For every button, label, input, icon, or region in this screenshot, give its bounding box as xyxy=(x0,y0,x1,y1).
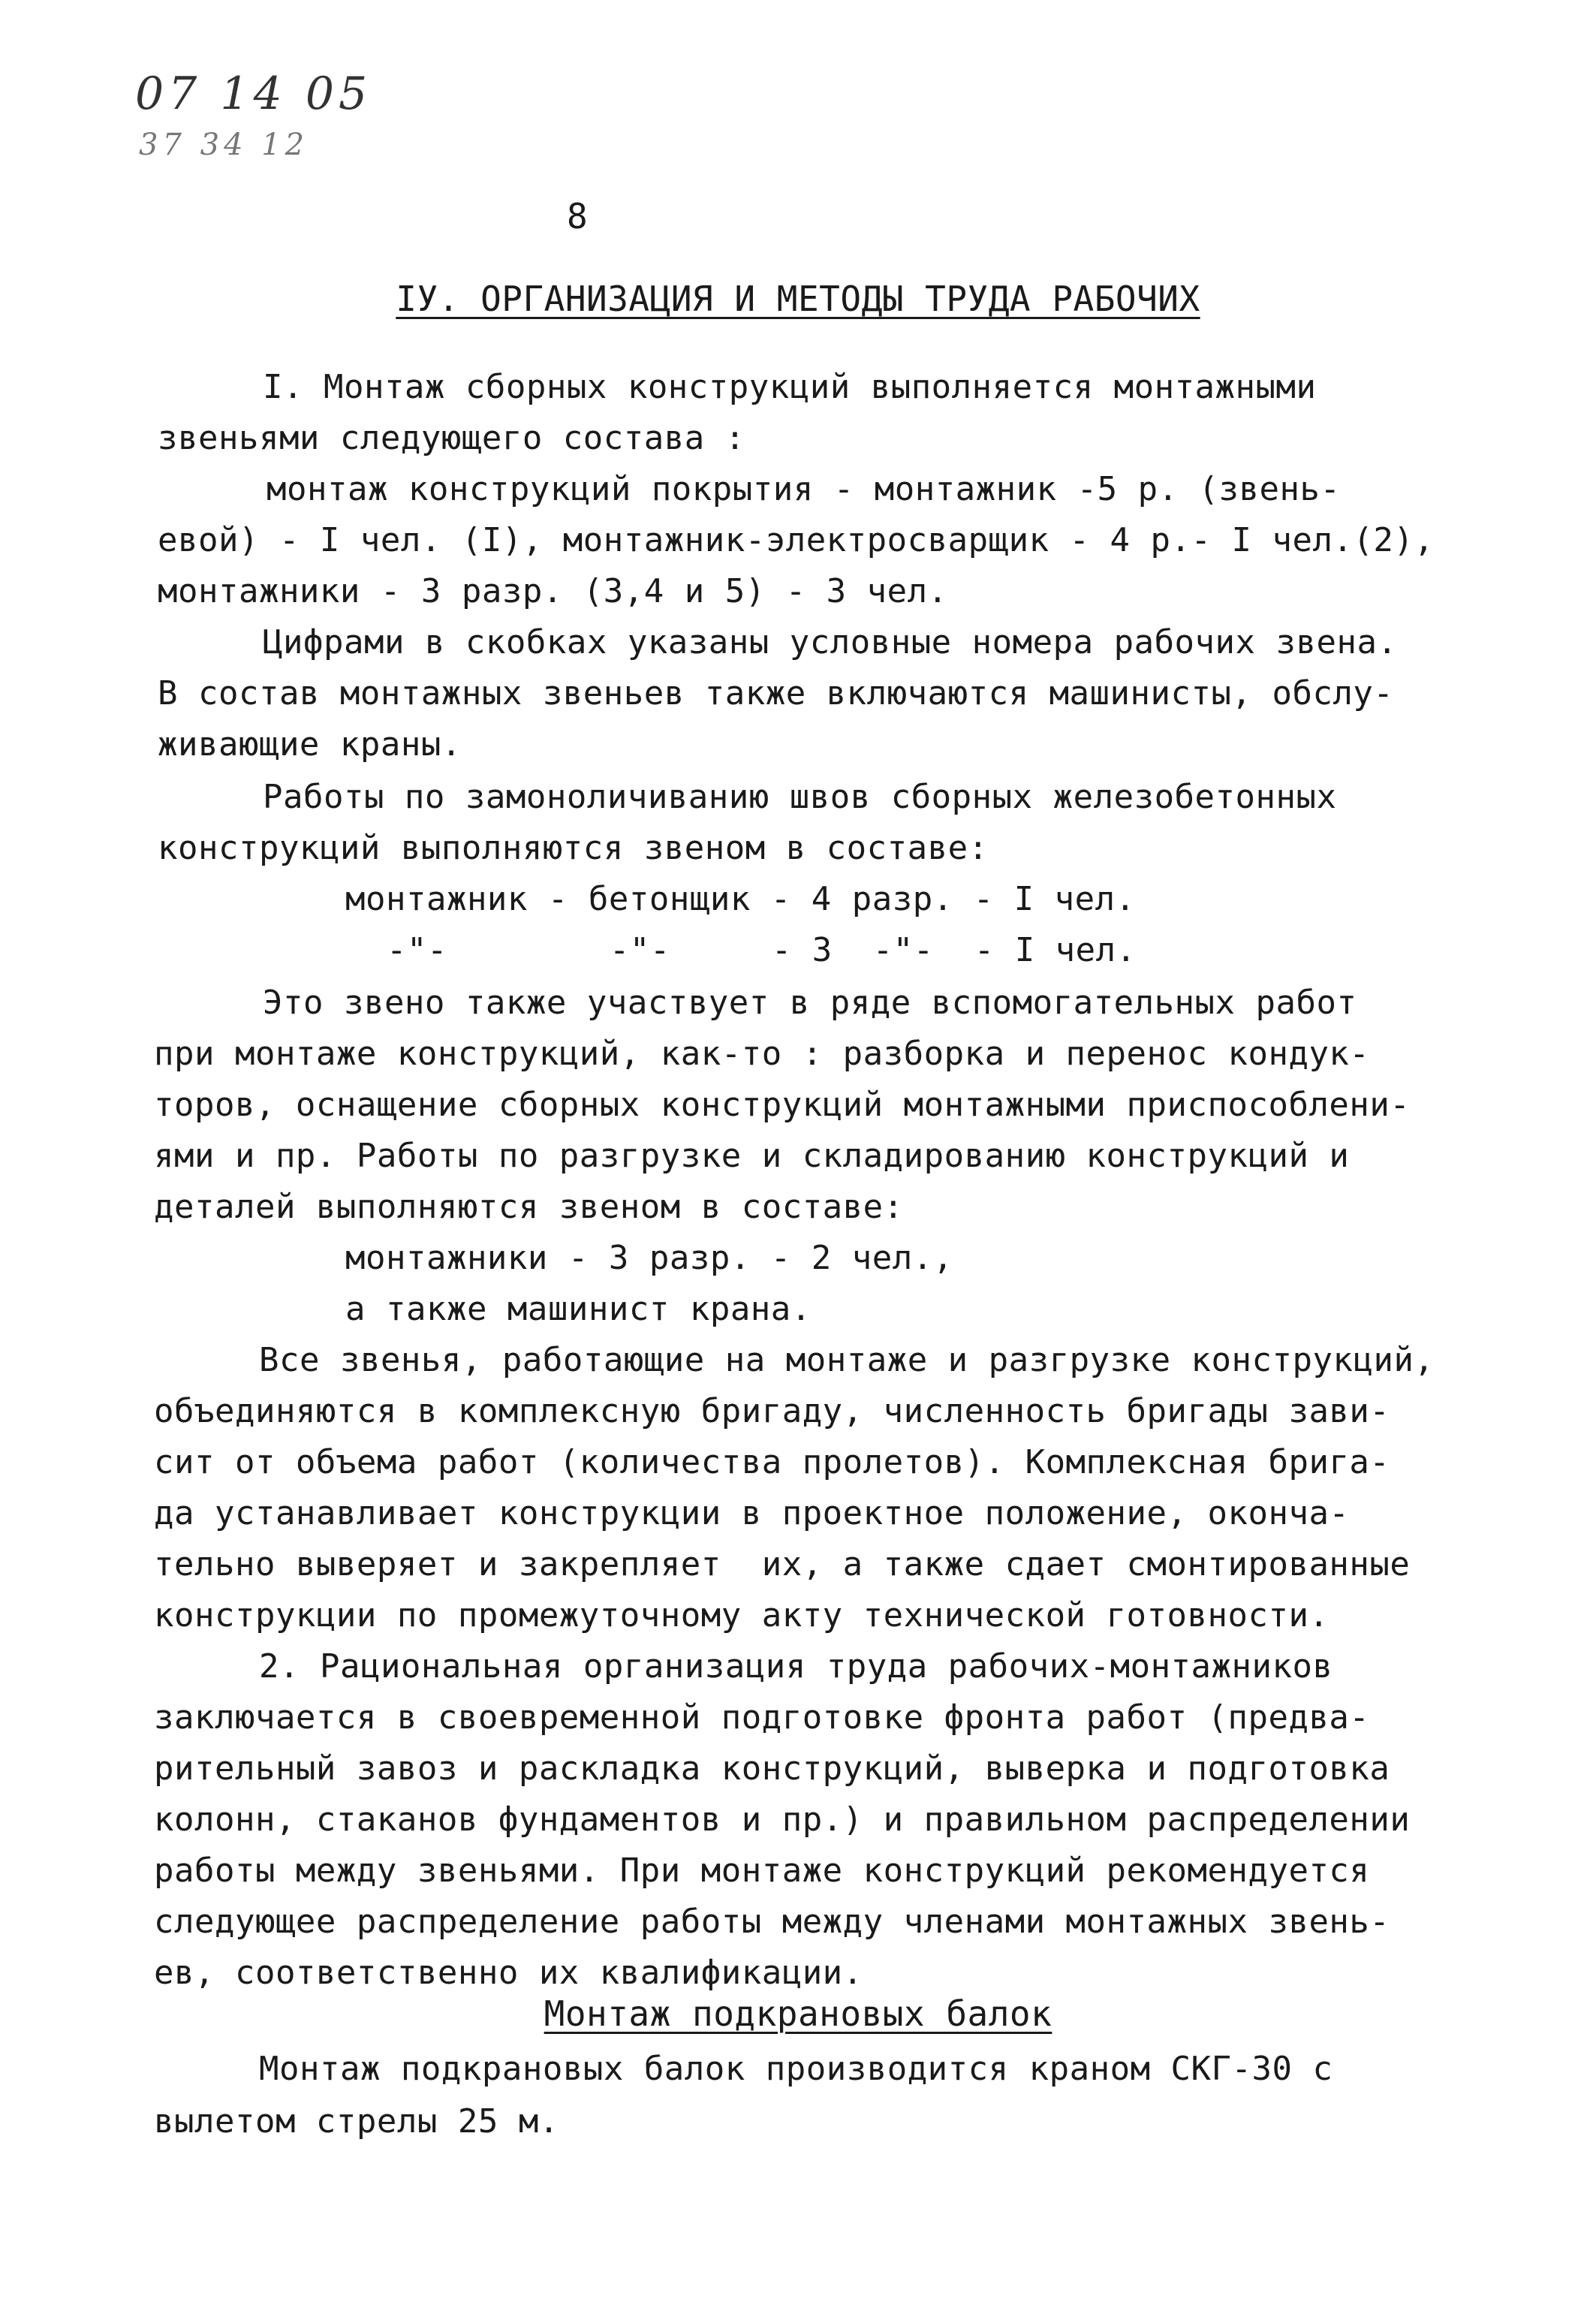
text-line: ями и пр. Работы по разгрузке и складированию конструкций и xyxy=(154,1137,1350,1175)
handwritten-code-1: 07 14 05 xyxy=(135,68,372,120)
text-line: -"- -"- - 3 -"- - I чел. xyxy=(387,931,1137,969)
text-line: живающие краны. xyxy=(158,725,462,764)
text-line: тельно выверяет и закрепляет их, а также сдает смонтированные xyxy=(154,1545,1411,1583)
text-line: колонн, стаканов фундаментов и пр.) и правильном распределении xyxy=(154,1800,1411,1839)
text-line: а также машинист крана. xyxy=(345,1290,812,1328)
text-line: ев, соответственно их квалификации. xyxy=(154,1954,863,1992)
handwritten-code-2: 37 34 12 xyxy=(139,128,309,162)
text-line: рительный завоз и раскладка конструкций, выверка и подготовка xyxy=(154,1749,1390,1788)
text-line: монтажники - 3 разр. - 2 чел., xyxy=(345,1239,953,1277)
text-line: монтажники - 3 разр. (3,4 и 5) - 3 чел. xyxy=(158,572,948,610)
text-line: Это звено также участвует в ряде вспомогательных работ xyxy=(263,984,1357,1022)
text-line: объединяются в комплексную бригаду, численность бригады зави- xyxy=(154,1392,1390,1430)
text-line: следующее распределение работы между членами монтажных звень- xyxy=(154,1903,1390,1941)
text-line: Все звенья, работающие на монтаже и разгрузке конструкций, xyxy=(259,1341,1435,1379)
text-line: конструкции по промежуточному акту технической готовности. xyxy=(154,1596,1329,1635)
text-line: В состав монтажных звеньев также включаются машинисты, обслу- xyxy=(158,674,1394,713)
text-line: да устанавливает конструкции в проектное положение, оконча- xyxy=(154,1494,1350,1532)
text-line: монтаж конструкций покрытия - монтажник -5 р. (звень- xyxy=(267,470,1341,508)
text-line: деталей выполняются звеном в составе: xyxy=(154,1188,904,1226)
text-line: монтажник - бетонщик - 4 разр. - I чел. xyxy=(345,880,1136,918)
page-number: 8 xyxy=(567,196,589,237)
text-line: Цифрами в скобках указаны условные номера рабочих звена. xyxy=(263,623,1398,661)
text-line: работы между звеньями. При монтаже конструкций рекомендуется xyxy=(154,1852,1370,1890)
text-line: конструкций выполняются звеном в составе: xyxy=(158,829,989,867)
subheading: Монтаж подкрановых балок xyxy=(544,1993,1052,2034)
text-line: евой) - I чел. (I), монтажник-электросварщик - 4 р.- I чел.(2), xyxy=(158,521,1435,559)
text-line: заключается в своевременной подготовке фронта работ (предва- xyxy=(154,1698,1370,1737)
text-line: сит от объема работ (количества пролетов). Комплексная брига- xyxy=(154,1443,1390,1481)
text-line: при монтаже конструкций, как-то : разборка и перенос кондук- xyxy=(154,1035,1370,1073)
section-title: IУ. ОРГАНИЗАЦИЯ И МЕТОДЫ ТРУДА РАБОЧИХ xyxy=(396,279,1200,319)
text-line: 2. Рациональная организация труда рабочих-монтажников xyxy=(259,1647,1333,1686)
text-line: I. Монтаж сборных конструкций выполняется монтажными xyxy=(263,368,1317,406)
text-line: торов, оснащение сборных конструкций монтажными приспособлени- xyxy=(154,1086,1411,1124)
text-line: Монтаж подкрановых балок производится краном СКГ-30 с xyxy=(259,2050,1333,2088)
text-line: Работы по замоноличиванию швов сборных железобетонных xyxy=(263,778,1337,816)
text-line: звеньями следующего состава : xyxy=(158,419,745,457)
text-line: вылетом стрелы 25 м. xyxy=(154,2102,559,2141)
